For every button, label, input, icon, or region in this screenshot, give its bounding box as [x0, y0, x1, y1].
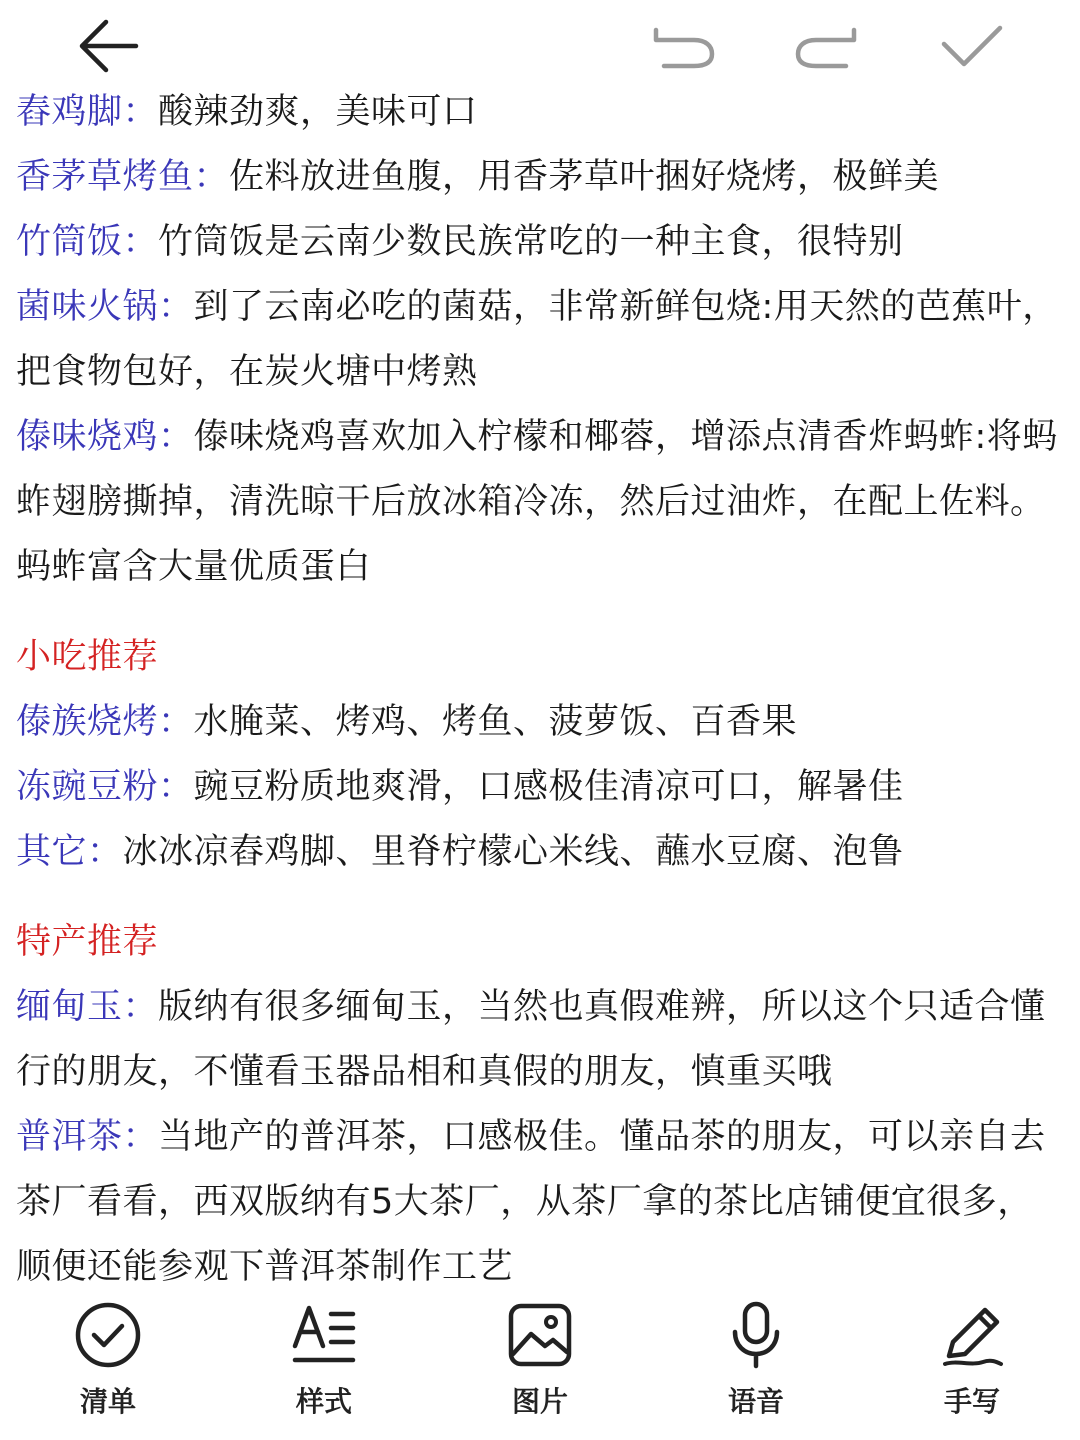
item-text: 水腌菜、烤鸡、烤鱼、菠萝饭、百香果	[193, 702, 798, 742]
item-label: 香茅草烤鱼：	[16, 157, 230, 197]
item-label: 傣族烧烤：	[16, 702, 194, 742]
checklist-button[interactable]	[38, 1290, 178, 1440]
spacer	[16, 600, 1064, 625]
handwriting-button[interactable]	[902, 1290, 1042, 1440]
spacer	[16, 885, 1064, 910]
undo-icon[interactable]	[650, 24, 716, 70]
handwriting-icon	[937, 1300, 1007, 1370]
item-label: 舂鸡脚：	[16, 92, 159, 132]
item-text: 佐料放进鱼腹，用香茅草叶捆好烧烤，极鲜美	[229, 157, 940, 197]
text-style-icon	[289, 1300, 359, 1370]
item-label: 傣味烧鸡：	[16, 417, 194, 457]
item-text: 版纳有很多缅甸玉，当然也真假难辨，所以这个只适合懂行的朋友，不懂看玉器品相和真假的朋友，慎重买哦	[16, 987, 1046, 1092]
top-toolbar	[0, 0, 1080, 92]
item-label: 竹筒饭：	[16, 222, 159, 262]
item-text: 酸辣劲爽，美味可口	[158, 92, 478, 132]
check-icon[interactable]	[940, 24, 1004, 70]
item-text: 当地产的普洱茶，口感极佳。懂品茶的朋友，可以亲自去茶厂看看，西双版纳有5大茶厂，从茶厂拿的茶比店铺便宜很多，顺便还能参观下普洱茶制作工艺	[16, 1117, 1046, 1287]
voice-label: 语音	[727, 1385, 784, 1418]
image-button[interactable]	[470, 1290, 610, 1440]
item-text: 竹筒饭是云南少数民族常吃的一种主食，很特别	[158, 222, 904, 262]
item-text: 冰冰凉舂鸡脚、里脊柠檬心米线、蘸水豆腐、泡鲁	[122, 832, 904, 872]
food-item-xiangmaocao-kaoyu	[16, 145, 1064, 210]
snack-item-dong-wandoufen	[16, 755, 1064, 820]
voice-button[interactable]	[686, 1290, 826, 1440]
checklist-icon	[73, 1300, 143, 1370]
image-label: 图片	[511, 1385, 568, 1418]
back-arrow-icon[interactable]	[76, 16, 140, 76]
item-label: 菌味火锅：	[16, 287, 194, 327]
item-label: 缅甸玉：	[16, 987, 159, 1027]
checklist-label: 清单	[79, 1385, 136, 1418]
text-style-button[interactable]	[254, 1290, 394, 1440]
redo-icon[interactable]	[794, 24, 860, 70]
microphone-icon	[721, 1300, 791, 1370]
item-label: 普洱茶：	[16, 1117, 159, 1157]
snack-item-qita	[16, 820, 1064, 885]
food-item-zhutongfan	[16, 210, 1064, 275]
item-label: 其它：	[16, 832, 123, 872]
specialty-item-puercha	[16, 1105, 1064, 1300]
note-content[interactable]	[16, 80, 1064, 1300]
text-style-label: 样式	[295, 1385, 352, 1418]
item-label: 冻豌豆粉：	[16, 767, 194, 807]
food-item-daiwei-shaoji	[16, 405, 1064, 600]
bottom-toolbar	[0, 1290, 1080, 1440]
food-item-chunjijiao	[16, 80, 1064, 145]
handwriting-label: 手写	[943, 1385, 1000, 1418]
image-icon	[505, 1300, 575, 1370]
item-text: 豌豆粉质地爽滑，口感极佳清凉可口，解暑佳	[193, 767, 904, 807]
item-text: 傣味烧鸡喜欢加入柠檬和椰蓉，增添点清香炸蚂蚱:将蚂蚱翅膀撕掉，清洗晾干后放冰箱冷冻，然后过油炸，在配上佐料。蚂蚱富含大量优质蛋白	[16, 417, 1058, 587]
specialty-item-miandianyu	[16, 975, 1064, 1105]
section-heading-snacks: 小吃推荐	[16, 637, 159, 677]
item-text: 到了云南必吃的菌菇，非常新鲜包烧:用天然的芭蕉叶，把食物包好，在炭火塘中烤熟	[16, 287, 1058, 392]
section-heading-specialty: 特产推荐	[16, 922, 159, 962]
snack-item-daizu-shaokao	[16, 690, 1064, 755]
food-item-junwei-huoguo	[16, 275, 1064, 405]
